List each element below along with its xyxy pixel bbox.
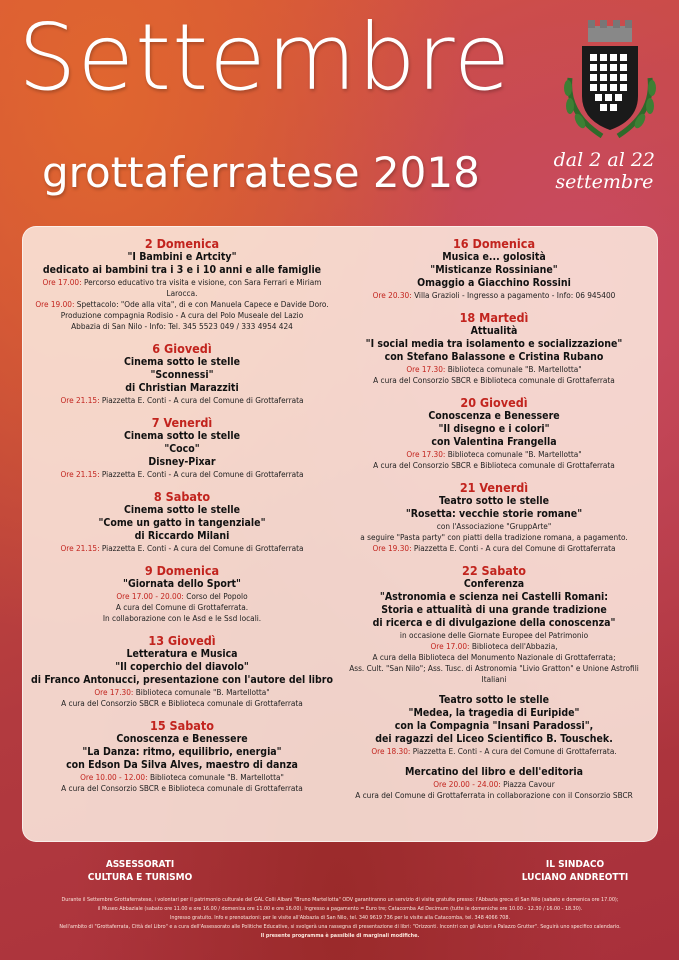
event-detail-text: Spettacolo: "Ode alla vita", di e con Manuela Capece e Davide Doro. [76, 299, 329, 309]
event-heading: di Riccardo Milani [134, 530, 230, 542]
event-item [340, 480, 648, 554]
event-heading: Cinema sotto le stelle [123, 356, 241, 368]
program-column-right [340, 236, 648, 810]
event-item [28, 563, 336, 624]
event-heading: Storia e attualità di una grande tradizione [381, 604, 607, 616]
event-day: 9 Domenica [144, 563, 220, 578]
event-day: 7 Venerdì [151, 415, 213, 430]
event-time: Ore 17.00: [42, 277, 84, 287]
event-detail-text: A cura della Biblioteca del Monumento Nazionale di Grottaferrata; [372, 652, 616, 662]
event-detail [28, 543, 336, 554]
event-time: Ore 17.30: [406, 364, 448, 374]
event-item [340, 563, 648, 685]
event-detail-text: Piazzetta E. Conti - A cura del Comune di Grottaferrata [101, 469, 304, 479]
event-time: Ore 20.00 - 24.00: [433, 779, 504, 789]
event-heading: "Il disegno e i colori" [438, 423, 550, 435]
event-detail [340, 364, 648, 375]
page-title: Settembre [18, 4, 512, 111]
event-detail [340, 779, 648, 790]
event-detail-text: Piazzetta E. Conti - A cura del Comune di Grottaferrata [101, 395, 304, 405]
footer-sindaco [500, 858, 650, 884]
event-detail-text: Piazzetta E. Conti - A cura del Comune di Grottaferrata. [412, 746, 617, 756]
event-detail-text: A cura del Consorzio SBCR e Biblioteca comunale di Grottaferrata [61, 783, 303, 793]
event-detail [340, 790, 648, 801]
event-heading: Disney-Pixar [148, 456, 216, 468]
footer-left-line-1: ASSESSORATI [105, 859, 175, 870]
event-detail-text: Piazzetta E. Conti - A cura del Comune di Grottaferrata [101, 543, 304, 553]
event-time: Ore 21.15: [60, 395, 102, 405]
date-range-line-2: settembre [555, 170, 654, 193]
event-detail-text: Ass. Cult. "San Nilo"; Ass. Tusc. di Astronomia "Livio Gratton" e Unione Astrofili Italiani [349, 663, 639, 684]
event-heading: di ricerca e di divulgazione della conoscenza" [372, 617, 616, 629]
event-item [28, 489, 336, 554]
event-detail-text: A cura del Consorzio SBCR e Biblioteca comunale di Grottaferrata [373, 460, 615, 470]
event-heading: con Stefano Balassone e Cristina Rubano [384, 351, 604, 363]
event-item [340, 395, 648, 471]
event-heading: dei ragazzi del Liceo Scientifico B. Touschek. [375, 733, 613, 745]
event-time: Ore 20.30: [372, 290, 415, 300]
event-heading: "Coco" [164, 443, 200, 455]
event-heading: "Giornata dello Sport" [123, 578, 241, 590]
event-heading: "Medea, la tragedia di Euripide" [408, 707, 580, 719]
event-time: Ore 21.15: [60, 543, 102, 553]
event-item [28, 633, 336, 709]
event-heading: "I social media tra isolamento e socializzazione" [365, 338, 623, 350]
event-detail [28, 602, 336, 613]
fine-print [20, 896, 660, 941]
event-heading: Cinema sotto le stelle [123, 504, 241, 516]
program-column-left [28, 236, 336, 803]
date-range [554, 150, 655, 194]
event-heading: con la Compagnia "Insani Paradossi", [394, 720, 594, 732]
event-time: Ore 17.00 - 20.00: [116, 591, 187, 601]
event-heading: Conferenza [463, 578, 525, 590]
event-detail-text: A cura del Comune di Grottaferrata in collaborazione con il Consorzio SBCR [355, 790, 633, 800]
event-detail-text: Corso del Popolo [186, 591, 248, 601]
event-day: 13 Giovedì [148, 633, 216, 648]
event-heading: Mercatino del libro e dell'editoria [405, 766, 583, 778]
event-heading: Musica e... golosità [442, 251, 546, 263]
event-item [28, 415, 336, 480]
event-heading: Teatro sotto le stelle [438, 495, 550, 507]
event-detail-text: Biblioteca comunale "B. Martellotta" [149, 772, 284, 782]
event-detail [28, 783, 336, 794]
event-detail [340, 746, 648, 757]
event-day: 6 Giovedì [152, 341, 212, 356]
footer-assessorati [70, 858, 210, 884]
event-detail [340, 641, 648, 652]
fine-print-line: Durante il Settembre Grottaferratese, i volontari per il patrimonio culturale del GAL Colli Albani "Bruno Martellotta" ODV garantiranno un servizio di visite gratuite presso: l'Abbazia greca di San Nilo (sabato e domenica ore 17.00); [61, 897, 619, 903]
fine-print-line: il Museo Abbaziale (sabato ore 11.00 e ore 16.00 / domenica ore 11.00 e ore 16.00). Ingresso a pagamento = Euro tre; Catacomba Ad Decimum (tutte le domeniche ore 10.00 - 12.30 / 16.00 - 18.30). [97, 906, 583, 912]
event-detail [28, 395, 336, 406]
fine-print-line: Ingresso gratuito. Info e prenotazioni: per le visite all'Abbazia di San Nilo, tel. 340 9619 736 per le visite alla Catacomba, tel. 348 4066 708. [169, 915, 511, 921]
footer-left-line-2: CULTURA E TURISMO [87, 872, 193, 883]
event-detail [28, 613, 336, 624]
event-detail [28, 277, 336, 299]
event-detail-text: Abbazia di San Nilo - Info: Tel. 345 5523 049 / 333 4954 424 [71, 321, 293, 331]
event-detail [28, 299, 336, 310]
event-detail [340, 375, 648, 386]
event-time: Ore 17.30: [94, 687, 136, 697]
event-day: 8 Sabato [153, 489, 211, 504]
event-detail-text: A cura del Comune di Grottaferrata. [115, 602, 249, 612]
event-heading: "I Bambini e Artcity" [127, 251, 237, 263]
event-detail-text: Biblioteca comunale "B. Martellotta" [447, 364, 582, 374]
event-item [340, 766, 648, 801]
event-heading: Teatro sotto le stelle [438, 694, 550, 706]
event-detail-text: Piazza Cavour [503, 779, 555, 789]
event-detail [28, 687, 336, 698]
event-detail-text: A cura del Consorzio SBCR e Biblioteca comunale di Grottaferrata [373, 375, 615, 385]
event-detail [340, 290, 648, 301]
event-heading: Conoscenza e Benessere [116, 733, 248, 745]
fine-print-line: Il presente programma è passibile di marginali modifiche. [260, 933, 420, 939]
event-detail [28, 321, 336, 332]
event-time: Ore 18.30: [371, 746, 413, 756]
event-detail-text: In collaborazione con le Asd e le Ssd locali. [102, 613, 262, 623]
event-heading: con Valentina Frangella [431, 436, 557, 448]
event-item [340, 310, 648, 386]
municipal-crest-icon [560, 18, 660, 146]
event-heading: "Come un gatto in tangenziale" [98, 517, 266, 529]
event-detail-text: Biblioteca dell'Abbazia, [471, 641, 558, 651]
footer-right-line-2: LUCIANO ANDREOTTI [521, 872, 629, 883]
event-day: 16 Domenica [452, 236, 536, 251]
event-item [340, 236, 648, 301]
event-heading: Letteratura e Musica [126, 648, 238, 660]
event-time: Ore 19.00: [35, 299, 77, 309]
event-heading: "Rosetta: vecchie storie romane" [405, 508, 583, 520]
event-detail-text: Biblioteca comunale "B. Martellotta" [447, 449, 582, 459]
event-detail-text: Biblioteca comunale "B. Martellotta" [135, 687, 270, 697]
event-day: 15 Sabato [150, 718, 214, 733]
fine-print-line: Nell'ambito di "Grottaferrata, Città del Libro" e a cura dell'Assessorato alle Politiche Educative, si svolgerà una rassegna di presentazione di libri: "Orizzonti. Incontri con gli Autori a Palazzo Grutter". Seguirà uno specifico calendario. [59, 924, 621, 930]
event-day: 22 Sabato [462, 563, 526, 578]
event-day: 18 Martedì [459, 310, 529, 325]
event-heading: di Christian Marazziti [125, 382, 239, 394]
event-heading: "Sconnessi" [150, 369, 214, 381]
event-time: Ore 10.00 - 12.00: [80, 772, 150, 782]
event-time: Ore 19.30: [372, 543, 414, 553]
event-detail-text: Villa Grazioli - Ingresso a pagamento - Info: 06 945400 [414, 290, 616, 300]
event-detail-text: Produzione compagnia Rodisio - A cura del Polo Museale del Lazio [60, 310, 304, 320]
event-detail-text: a seguire "Pasta party" con piatti della tradizione romana, a pagamento. [360, 532, 628, 542]
event-day: 2 Domenica [144, 236, 220, 251]
event-item [28, 341, 336, 406]
event-heading: con Edson Da Silva Alves, maestro di danza [66, 759, 298, 771]
event-detail-text: A cura del Consorzio SBCR e Biblioteca comunale di Grottaferrata [61, 698, 303, 708]
event-heading: "Il coperchio del diavolo" [115, 661, 249, 673]
event-detail-text: Piazzetta E. Conti - A cura del Comune di Grottaferrata [413, 543, 616, 553]
event-detail [340, 663, 648, 685]
event-time: Ore 21.15: [60, 469, 102, 479]
event-detail [340, 652, 648, 663]
event-detail [28, 310, 336, 321]
event-detail [340, 521, 648, 532]
event-heading: "Astronomia e scienza nei Castelli Romani: [379, 591, 609, 603]
event-detail [28, 591, 336, 602]
event-heading: "La Danza: ritmo, equilibrio, energia" [82, 746, 282, 758]
event-detail [340, 532, 648, 543]
event-detail-text: in occasione delle Giornate Europee del Patrimonio [399, 630, 589, 640]
event-heading: Attualità [470, 325, 518, 337]
event-item [340, 694, 648, 757]
event-detail-text: con l'Associazione "GruppArte" [436, 521, 552, 531]
page-subtitle: grottaferratese 2018 [42, 148, 480, 197]
footer-right-line-1: IL SINDACO [545, 859, 605, 870]
event-time: Ore 17.30: [406, 449, 448, 459]
event-day: 20 Giovedì [460, 395, 528, 410]
event-detail [28, 698, 336, 709]
event-detail [340, 460, 648, 471]
event-detail [340, 449, 648, 460]
event-heading: Omaggio a Giacchino Rossini [417, 277, 571, 289]
event-item [28, 718, 336, 794]
event-heading: di Franco Antonucci, presentazione con l'autore del libro [31, 674, 333, 686]
event-heading: "Misticanze Rossiniane" [430, 264, 558, 276]
event-detail [340, 543, 648, 554]
date-range-line-1: dal 2 al 22 [553, 149, 655, 171]
event-heading: Conoscenza e Benessere [428, 410, 560, 422]
event-item [28, 236, 336, 332]
event-day: 21 Venerdì [459, 480, 529, 495]
event-detail-text: Percorso educativo tra visita e visione, con Sara Ferrari e Miriam Larocca. [83, 277, 322, 298]
event-detail [28, 772, 336, 783]
event-detail [340, 630, 648, 641]
event-heading: dedicato ai bambini tra i 3 e i 10 anni e alle famiglie [42, 264, 322, 276]
event-detail [28, 469, 336, 480]
event-heading: Cinema sotto le stelle [123, 430, 241, 442]
event-time: Ore 17.00: [430, 641, 472, 651]
